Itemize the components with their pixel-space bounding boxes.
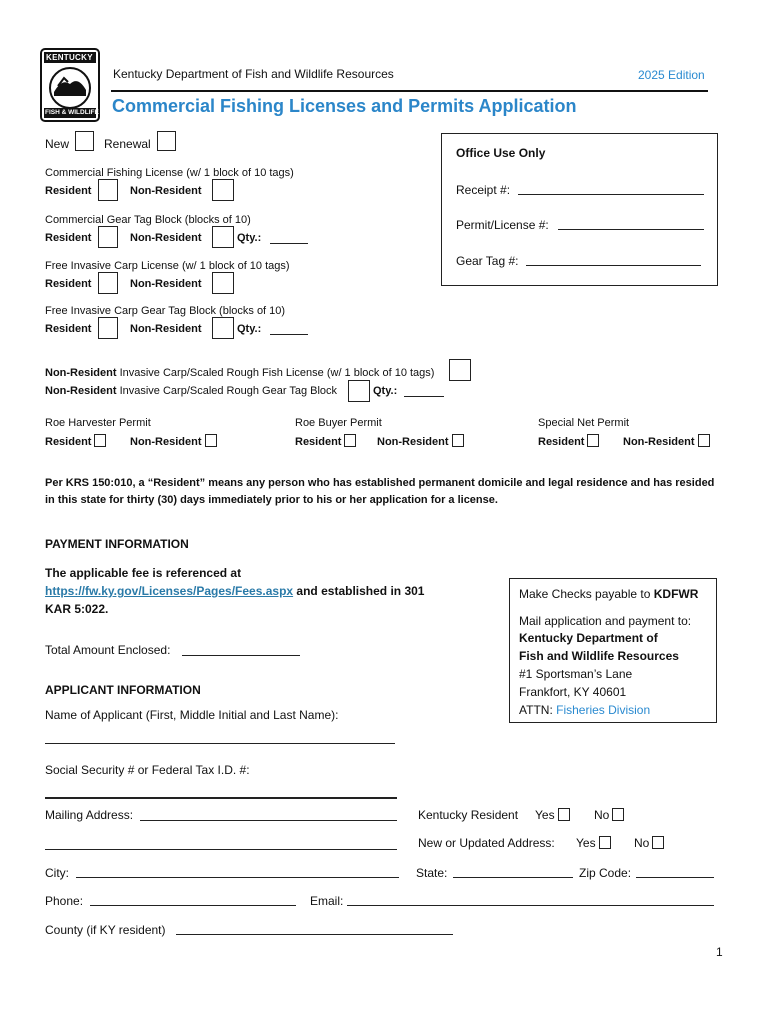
- nr-carp-gear-row: [45, 385, 337, 397]
- fees-link[interactable]: https://fw.ky.gov/Licenses/Pages/Fees.aspx: [45, 584, 294, 598]
- mailing-field-2[interactable]: [45, 849, 397, 850]
- fee-line2: [45, 584, 424, 598]
- checks-to: KDFWR: [653, 587, 699, 601]
- mail-to-label: Mail application and payment to:: [519, 614, 692, 628]
- nr-carp-license-checkbox[interactable]: [449, 359, 471, 381]
- logo-top-text: KENTUCKY: [46, 53, 93, 62]
- rh-resident: [45, 434, 106, 448]
- addr-yes: [576, 836, 611, 850]
- gtb-resident-checkbox[interactable]: [98, 226, 118, 248]
- page-number: 1: [716, 945, 723, 959]
- name-label: Name of Applicant (First, Middle Initial and Last Name):: [45, 708, 339, 722]
- permit-field[interactable]: [558, 229, 704, 230]
- nr-carp-license-prefix: Non-Resident: [45, 367, 117, 379]
- receipt-field[interactable]: [518, 194, 704, 195]
- new-address-label: New or Updated Address:: [418, 836, 555, 850]
- addr-no-checkbox[interactable]: [652, 836, 664, 849]
- nr-carp-license-label: Invasive Carp/Scaled Rough Fish License (w/ 1 block of 10 tags): [119, 367, 435, 379]
- phone-label: Phone:: [45, 894, 84, 908]
- roe-buyer-label: Roe Buyer Permit: [295, 417, 382, 429]
- fcl-resident-checkbox[interactable]: [98, 272, 118, 294]
- rh-resident-label: Resident: [45, 436, 92, 448]
- receipt-label: Receipt #:: [456, 183, 511, 197]
- payment-heading: PAYMENT INFORMATION: [45, 537, 189, 551]
- total-field[interactable]: [182, 655, 300, 656]
- free-carp-gear-label: Free Invasive Carp Gear Tag Block (blocks of 10): [45, 305, 286, 317]
- agency-name: Kentucky Department of Fish and Wildlife Resources: [113, 67, 394, 81]
- fcg-nonresident-label: Non-Resident: [130, 323, 202, 335]
- sn-resident: [538, 434, 599, 448]
- fee-line2-suffix: and established in 301: [293, 584, 425, 598]
- rb-resident-label: Resident: [295, 436, 342, 448]
- addr-no: [634, 836, 664, 850]
- nr-gear-qty-field[interactable]: [404, 396, 444, 397]
- gear-tag-label: Gear Tag #:: [456, 254, 519, 268]
- permit-label: Permit/License #:: [456, 218, 549, 232]
- cfl-resident-label: Resident: [45, 185, 92, 197]
- renewal-label: Renewal: [104, 137, 151, 151]
- sn-nonresident-checkbox[interactable]: [698, 434, 710, 447]
- logo-bottom-text: FISH & WILDLIFE: [45, 109, 99, 116]
- special-net-label: Special Net Permit: [538, 417, 630, 429]
- kdfwr-logo: [40, 48, 100, 122]
- mail-city: Frankfort, KY 40601: [519, 685, 627, 699]
- county-label: County (if KY resident): [45, 923, 166, 937]
- new-option[interactable]: [45, 137, 69, 151]
- gear-tag-field[interactable]: [526, 265, 701, 266]
- zip-field[interactable]: [636, 877, 714, 878]
- state-field[interactable]: [453, 877, 573, 878]
- nr-gear-qty-label: Qty.:: [373, 385, 398, 397]
- mail-org2: Fish and Wildlife Resources: [519, 649, 679, 663]
- page-title: Commercial Fishing Licenses and Permits Application: [112, 96, 577, 116]
- rb-resident-checkbox[interactable]: [344, 434, 356, 447]
- ky-resident-yes: [535, 808, 570, 822]
- ssn-field[interactable]: [45, 797, 397, 799]
- ky-resident-no: [594, 808, 624, 822]
- addr-yes-label: Yes: [576, 836, 596, 850]
- mail-org1: Kentucky Department of: [519, 631, 658, 645]
- mailing-field-1[interactable]: [140, 820, 397, 821]
- mail-street: #1 Sportsman’s Lane: [519, 667, 633, 681]
- zip-label: Zip Code:: [579, 866, 632, 880]
- ky-resident-label: Kentucky Resident: [418, 808, 519, 822]
- sn-nonresident-label: Non-Resident: [623, 436, 695, 448]
- attn-dept: Fisheries Division: [556, 703, 651, 717]
- office-use-title: Office Use Only: [456, 146, 546, 160]
- city-label: City:: [45, 866, 69, 880]
- cfl-resident-checkbox[interactable]: [98, 179, 118, 201]
- rh-nonresident: [130, 434, 217, 448]
- county-field[interactable]: [176, 934, 453, 935]
- roe-harvester-label: Roe Harvester Permit: [45, 417, 151, 429]
- krs-note: Per KRS 150:010, a “Resident” means any person who has established permanent domicile and legal residence and has resided in this state for thirty (30) days immediately prior to his or her application for a license.: [45, 477, 715, 506]
- ky-no-label: No: [594, 808, 610, 822]
- nr-carp-gear-checkbox[interactable]: [348, 380, 370, 402]
- new-label: New: [45, 137, 70, 151]
- fcg-qty-field[interactable]: [270, 334, 308, 335]
- addr-yes-checkbox[interactable]: [599, 836, 611, 849]
- ky-yes-label: Yes: [535, 808, 555, 822]
- sn-nonresident: [623, 434, 710, 448]
- gtb-qty-field[interactable]: [270, 243, 308, 244]
- checks-payable: [519, 587, 698, 601]
- rh-nonresident-label: Non-Resident: [130, 436, 202, 448]
- gtb-nonresident-label: Non-Resident: [130, 232, 202, 244]
- name-field[interactable]: [45, 743, 395, 744]
- rb-resident: [295, 434, 356, 448]
- nr-carp-gear-prefix: Non-Resident: [45, 385, 117, 397]
- fcl-resident-label: Resident: [45, 278, 92, 290]
- rb-nonresident-checkbox[interactable]: [452, 434, 464, 447]
- sn-resident-label: Resident: [538, 436, 585, 448]
- total-label: Total Amount Enclosed:: [45, 643, 171, 657]
- header-rule: [111, 90, 708, 92]
- gear-tag-block-label: Commercial Gear Tag Block (blocks of 10): [45, 214, 251, 226]
- fcl-nonresident-label: Non-Resident: [130, 278, 202, 290]
- gtb-qty-label: Qty.:: [237, 232, 262, 244]
- ssn-label: Social Security # or Federal Tax I.D. #:: [45, 763, 250, 777]
- fcg-resident-checkbox[interactable]: [98, 317, 118, 339]
- fcg-qty-label: Qty.:: [237, 323, 262, 335]
- gtb-nonresident-checkbox[interactable]: [212, 226, 234, 248]
- state-label: State:: [416, 866, 448, 880]
- commercial-fishing-license-label: Commercial Fishing License (w/ 1 block of 10 tags): [45, 167, 294, 179]
- free-carp-license-label: Free Invasive Carp License (w/ 1 block of 10 tags): [45, 260, 290, 272]
- fcg-nonresident-checkbox[interactable]: [212, 317, 234, 339]
- ky-yes-checkbox[interactable]: [558, 808, 570, 821]
- addr-no-label: No: [634, 836, 650, 850]
- rh-nonresident-checkbox[interactable]: [205, 434, 217, 447]
- gtb-resident-label: Resident: [45, 232, 92, 244]
- rh-resident-checkbox[interactable]: [94, 434, 106, 447]
- ky-no-checkbox[interactable]: [612, 808, 624, 821]
- mailing-label: Mailing Address:: [45, 808, 134, 822]
- checks-prefix: Make Checks payable to: [519, 587, 654, 601]
- attn-prefix: ATTN:: [519, 703, 557, 717]
- cfl-nonresident-checkbox[interactable]: [212, 179, 234, 201]
- email-label: Email:: [310, 894, 344, 908]
- rb-nonresident: [377, 434, 464, 448]
- renewal-checkbox[interactable]: [157, 131, 176, 151]
- fee-line1: The applicable fee is referenced at: [45, 566, 242, 580]
- city-field[interactable]: [76, 877, 399, 878]
- phone-field[interactable]: [90, 905, 296, 906]
- cfl-nonresident-label: Non-Resident: [130, 185, 202, 197]
- fcl-nonresident-checkbox[interactable]: [212, 272, 234, 294]
- nr-carp-gear-label: Invasive Carp/Scaled Rough Gear Tag Block: [119, 385, 338, 397]
- nr-carp-license-row: [45, 367, 434, 379]
- edition-label: 2025 Edition: [638, 68, 705, 82]
- new-checkbox[interactable]: [75, 131, 94, 151]
- mail-attn: [519, 703, 650, 717]
- sn-resident-checkbox[interactable]: [587, 434, 599, 447]
- fee-line3: KAR 5:022.: [45, 602, 109, 616]
- email-field[interactable]: [347, 905, 714, 906]
- fcg-resident-label: Resident: [45, 323, 92, 335]
- rb-nonresident-label: Non-Resident: [377, 436, 449, 448]
- applicant-heading: APPLICANT INFORMATION: [45, 683, 201, 697]
